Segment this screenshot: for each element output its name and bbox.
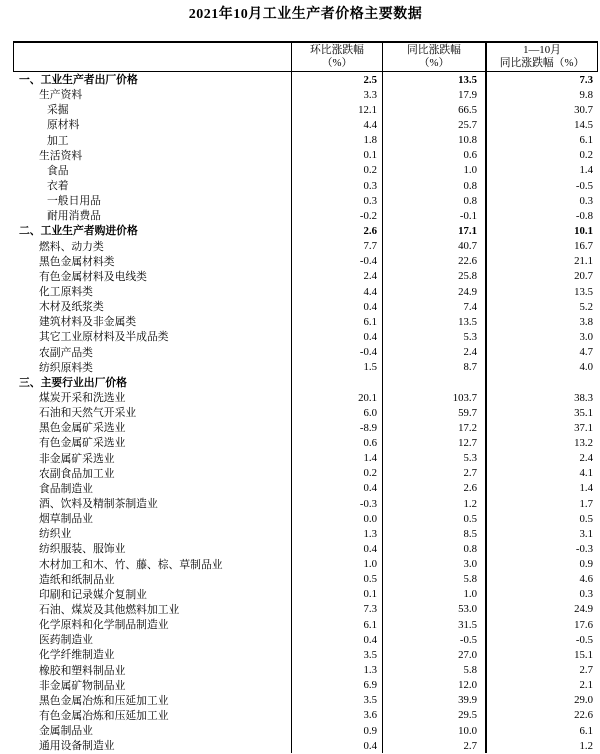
value-ytd: 2.7 <box>579 664 593 677</box>
value-mom: 1.5 <box>292 360 383 375</box>
row-label: 非金属矿采选业 <box>13 451 292 466</box>
table-row <box>13 299 598 314</box>
value-ytd: 0.2 <box>579 149 593 162</box>
table-row <box>13 541 598 556</box>
value-mom: 1.3 <box>292 662 383 677</box>
row-label: 食品 <box>13 163 292 178</box>
table-row <box>13 466 598 481</box>
value-yoy: 66.5 <box>383 102 487 117</box>
value-mom: 0.4 <box>292 329 383 344</box>
header-yoy-line1: 同比涨跌幅 <box>407 44 461 56</box>
table-row <box>13 587 598 602</box>
value-ytd: 7.3 <box>579 73 593 86</box>
value-mom: 0.6 <box>292 435 383 450</box>
value-mom: 1.0 <box>292 557 383 572</box>
row-label: 纺织业 <box>13 526 292 541</box>
value-yoy: 2.7 <box>383 466 487 481</box>
value-mom: 0.4 <box>292 299 383 314</box>
value-yoy: 12.7 <box>383 435 487 450</box>
value-mom: 6.0 <box>292 405 383 420</box>
row-label: 金属制品业 <box>13 723 292 738</box>
table-row <box>13 133 598 148</box>
table-row <box>13 102 598 117</box>
value-mom: -0.2 <box>292 208 383 223</box>
value-ytd: 38.3 <box>574 391 593 404</box>
value-yoy <box>383 375 487 390</box>
value-ytd: 1.4 <box>579 164 593 177</box>
row-label: 化学纤维制造业 <box>13 647 292 662</box>
header-ytd-line1: 1—10月 <box>523 44 561 56</box>
header-ytd-line2: 同比涨跌幅（%） <box>499 57 585 69</box>
value-yoy: 0.5 <box>383 511 487 526</box>
value-yoy: 29.5 <box>383 708 487 723</box>
row-label: 煤炭开采和洗选业 <box>13 390 292 405</box>
table-row <box>13 360 598 375</box>
value-mom: 0.2 <box>292 466 383 481</box>
row-label: 橡胶和塑料制品业 <box>13 662 292 677</box>
value-yoy: 25.7 <box>383 117 487 132</box>
table-row <box>13 329 598 344</box>
value-mom: -0.3 <box>292 496 383 511</box>
table-row <box>13 239 598 254</box>
table-row <box>13 193 598 208</box>
value-ytd: 37.1 <box>574 421 593 434</box>
value-yoy: 8.7 <box>383 360 487 375</box>
row-label: 烟草制品业 <box>13 511 292 526</box>
value-ytd: 0.3 <box>579 194 593 207</box>
value-mom: 0.5 <box>292 572 383 587</box>
row-label: 印刷和记录媒介复制业 <box>13 587 292 602</box>
value-mom: 2.5 <box>292 72 383 87</box>
header-cell-indicator <box>13 43 292 71</box>
data-table <box>13 41 598 753</box>
row-label: 燃料、动力类 <box>13 239 292 254</box>
header-cell-mom <box>292 43 383 71</box>
row-label: 一、工业生产者出厂价格 <box>13 72 292 87</box>
value-ytd: 1.4 <box>579 482 593 495</box>
row-label: 耐用消费品 <box>13 208 292 223</box>
row-label: 加工 <box>13 133 292 148</box>
row-label: 纺织服装、服饰业 <box>13 541 292 556</box>
value-yoy: 5.3 <box>383 451 487 466</box>
table-row <box>13 420 598 435</box>
value-yoy: 17.9 <box>383 87 487 102</box>
value-ytd: 16.7 <box>574 240 593 253</box>
table-row <box>13 345 598 360</box>
value-mom: 0.4 <box>292 738 383 753</box>
header-cell-yoy <box>383 43 487 71</box>
row-label: 非金属矿物制品业 <box>13 678 292 693</box>
table-row <box>13 662 598 677</box>
value-yoy: 10.0 <box>383 723 487 738</box>
row-label: 通用设备制造业 <box>13 738 292 753</box>
value-mom: 0.4 <box>292 481 383 496</box>
table-row <box>13 269 598 284</box>
row-label: 农副产品类 <box>13 345 292 360</box>
value-mom: 0.1 <box>292 148 383 163</box>
value-yoy: 40.7 <box>383 239 487 254</box>
row-label: 采掘 <box>13 102 292 117</box>
page-title: 2021年10月工业生产者价格主要数据 <box>188 7 423 22</box>
value-ytd: 30.7 <box>574 103 593 116</box>
table-row <box>13 526 598 541</box>
row-label: 有色金属矿采选业 <box>13 435 292 450</box>
value-ytd: 20.7 <box>574 270 593 283</box>
table-row <box>13 72 598 87</box>
row-label: 二、工业生产者购进价格 <box>13 223 292 238</box>
value-yoy: 103.7 <box>383 390 487 405</box>
value-ytd: -0.5 <box>575 179 593 192</box>
value-ytd: 1.2 <box>579 739 593 752</box>
value-ytd: 35.1 <box>574 406 593 419</box>
table-row <box>13 163 598 178</box>
value-mom: 3.6 <box>292 708 383 723</box>
table-body <box>13 72 598 753</box>
table-row <box>13 602 598 617</box>
value-yoy: 2.6 <box>383 481 487 496</box>
table-row <box>13 557 598 572</box>
header-mom-line1: 环比涨跌幅 <box>310 44 364 56</box>
value-mom: 0.3 <box>292 193 383 208</box>
value-ytd: 29.0 <box>574 694 593 707</box>
value-mom: 6.9 <box>292 678 383 693</box>
row-label: 黑色金属矿采选业 <box>13 420 292 435</box>
value-yoy: 17.2 <box>383 420 487 435</box>
value-ytd: 14.5 <box>574 118 593 131</box>
row-label: 化学原料和化学制品制造业 <box>13 617 292 632</box>
value-yoy: 2.7 <box>383 738 487 753</box>
value-mom: -0.4 <box>292 345 383 360</box>
value-yoy: 22.6 <box>383 254 487 269</box>
value-mom: -8.9 <box>292 420 383 435</box>
table-row <box>13 723 598 738</box>
value-yoy: -0.5 <box>383 632 487 647</box>
table-row <box>13 405 598 420</box>
value-mom: 1.4 <box>292 451 383 466</box>
value-mom: 1.3 <box>292 526 383 541</box>
row-label: 化工原料类 <box>13 284 292 299</box>
value-yoy: 27.0 <box>383 647 487 662</box>
value-mom: 1.8 <box>292 133 383 148</box>
value-yoy: 5.8 <box>383 662 487 677</box>
value-mom: 2.4 <box>292 269 383 284</box>
value-mom: 4.4 <box>292 284 383 299</box>
table-header-row <box>13 41 598 72</box>
value-yoy: 13.5 <box>383 72 487 87</box>
table-row <box>13 435 598 450</box>
value-mom: 0.4 <box>292 632 383 647</box>
table-row <box>13 647 598 662</box>
value-yoy: 0.8 <box>383 193 487 208</box>
value-yoy: 8.5 <box>383 526 487 541</box>
value-ytd: 3.0 <box>579 330 593 343</box>
value-mom: 0.2 <box>292 163 383 178</box>
value-ytd: 17.6 <box>574 618 593 631</box>
row-label: 酒、饮料及精制茶制造业 <box>13 496 292 511</box>
value-ytd: 4.7 <box>579 346 593 359</box>
value-ytd: 21.1 <box>574 255 593 268</box>
row-label: 黑色金属冶炼和压延加工业 <box>13 693 292 708</box>
value-ytd: 2.1 <box>579 679 593 692</box>
value-yoy: 10.8 <box>383 133 487 148</box>
value-yoy: 5.3 <box>383 329 487 344</box>
row-label: 有色金属材料及电线类 <box>13 269 292 284</box>
value-ytd: -0.3 <box>575 542 593 555</box>
row-label: 黑色金属材料类 <box>13 254 292 269</box>
value-ytd: 22.6 <box>574 709 593 722</box>
value-ytd: 10.1 <box>574 224 593 237</box>
value-mom: 2.6 <box>292 223 383 238</box>
value-ytd: 13.2 <box>574 436 593 449</box>
table-row <box>13 481 598 496</box>
value-mom: 0.4 <box>292 541 383 556</box>
row-label: 纺织原料类 <box>13 360 292 375</box>
table-row <box>13 254 598 269</box>
row-label: 木材及纸浆类 <box>13 299 292 314</box>
value-yoy: 7.4 <box>383 299 487 314</box>
value-yoy: 53.0 <box>383 602 487 617</box>
row-label: 建筑材料及非金属类 <box>13 314 292 329</box>
row-label: 生活资料 <box>13 148 292 163</box>
value-mom: 4.4 <box>292 117 383 132</box>
value-mom <box>292 375 383 390</box>
value-mom: 3.3 <box>292 87 383 102</box>
value-ytd: 24.9 <box>574 603 593 616</box>
value-ytd: 15.1 <box>574 648 593 661</box>
header-yoy-line2: （%） <box>418 57 450 69</box>
value-ytd: 0.5 <box>579 512 593 525</box>
value-yoy: 2.4 <box>383 345 487 360</box>
value-mom: 6.1 <box>292 617 383 632</box>
value-yoy: 31.5 <box>383 617 487 632</box>
row-label: 造纸和纸制品业 <box>13 572 292 587</box>
row-label: 其它工业原材料及半成品类 <box>13 329 292 344</box>
value-ytd: 0.3 <box>579 588 593 601</box>
value-ytd: 3.1 <box>579 527 593 540</box>
value-yoy: 3.0 <box>383 557 487 572</box>
value-yoy: 24.9 <box>383 284 487 299</box>
value-ytd <box>487 375 598 390</box>
value-ytd: 4.1 <box>579 467 593 480</box>
value-yoy: 17.1 <box>383 223 487 238</box>
value-yoy: 0.6 <box>383 148 487 163</box>
row-label: 原材料 <box>13 117 292 132</box>
table-row <box>13 375 598 390</box>
table-row <box>13 511 598 526</box>
value-ytd: 3.8 <box>579 315 593 328</box>
table-row <box>13 178 598 193</box>
table-row <box>13 693 598 708</box>
table-row <box>13 708 598 723</box>
value-mom: 0.3 <box>292 178 383 193</box>
value-mom: 6.1 <box>292 314 383 329</box>
value-mom: 7.7 <box>292 239 383 254</box>
row-label: 衣着 <box>13 178 292 193</box>
value-ytd: 6.1 <box>579 724 593 737</box>
value-yoy: 25.8 <box>383 269 487 284</box>
value-ytd: 6.1 <box>579 134 593 147</box>
value-yoy: 39.9 <box>383 693 487 708</box>
row-label: 生产资料 <box>13 87 292 102</box>
row-label: 医药制造业 <box>13 632 292 647</box>
value-mom: 12.1 <box>292 102 383 117</box>
row-label: 三、主要行业出厂价格 <box>13 375 292 390</box>
table-row <box>13 148 598 163</box>
header-mom-line2: （%） <box>321 57 353 69</box>
value-yoy: 0.8 <box>383 178 487 193</box>
value-yoy: 1.0 <box>383 587 487 602</box>
value-ytd: 4.0 <box>579 361 593 374</box>
value-ytd: 13.5 <box>574 285 593 298</box>
table-row <box>13 390 598 405</box>
value-yoy: 13.5 <box>383 314 487 329</box>
table-row <box>13 87 598 102</box>
value-mom: 0.1 <box>292 587 383 602</box>
value-yoy: 0.8 <box>383 541 487 556</box>
table-row <box>13 496 598 511</box>
table-row <box>13 632 598 647</box>
row-label: 有色金属冶炼和压延加工业 <box>13 708 292 723</box>
table-row <box>13 451 598 466</box>
table-row <box>13 572 598 587</box>
value-ytd: 5.2 <box>579 300 593 313</box>
value-mom: 3.5 <box>292 693 383 708</box>
value-mom: -0.4 <box>292 254 383 269</box>
table-row <box>13 314 598 329</box>
table-row <box>13 284 598 299</box>
row-label: 食品制造业 <box>13 481 292 496</box>
table-row <box>13 617 598 632</box>
row-label: 石油、煤炭及其他燃料加工业 <box>13 602 292 617</box>
value-mom: 0.9 <box>292 723 383 738</box>
value-ytd: -0.5 <box>575 633 593 646</box>
value-yoy: -0.1 <box>383 208 487 223</box>
row-label: 木材加工和木、竹、藤、棕、草制品业 <box>13 557 292 572</box>
value-ytd: 1.7 <box>579 497 593 510</box>
value-mom: 3.5 <box>292 647 383 662</box>
value-yoy: 1.0 <box>383 163 487 178</box>
table-row <box>13 738 598 753</box>
value-mom: 0.0 <box>292 511 383 526</box>
value-ytd: 9.8 <box>579 88 593 101</box>
value-mom: 20.1 <box>292 390 383 405</box>
value-ytd: 4.6 <box>579 573 593 586</box>
value-ytd: 2.4 <box>579 452 593 465</box>
table-row <box>13 678 598 693</box>
table-row <box>13 208 598 223</box>
table-row <box>13 117 598 132</box>
row-label: 农副食品加工业 <box>13 466 292 481</box>
value-mom: 7.3 <box>292 602 383 617</box>
table-row <box>13 223 598 238</box>
row-label: 一般日用品 <box>13 193 292 208</box>
value-yoy: 12.0 <box>383 678 487 693</box>
value-ytd: -0.8 <box>575 209 593 222</box>
value-ytd: 0.9 <box>579 558 593 571</box>
header-cell-ytd <box>487 43 598 71</box>
value-yoy: 1.2 <box>383 496 487 511</box>
row-label: 石油和天然气开采业 <box>13 405 292 420</box>
value-yoy: 59.7 <box>383 405 487 420</box>
value-yoy: 5.8 <box>383 572 487 587</box>
